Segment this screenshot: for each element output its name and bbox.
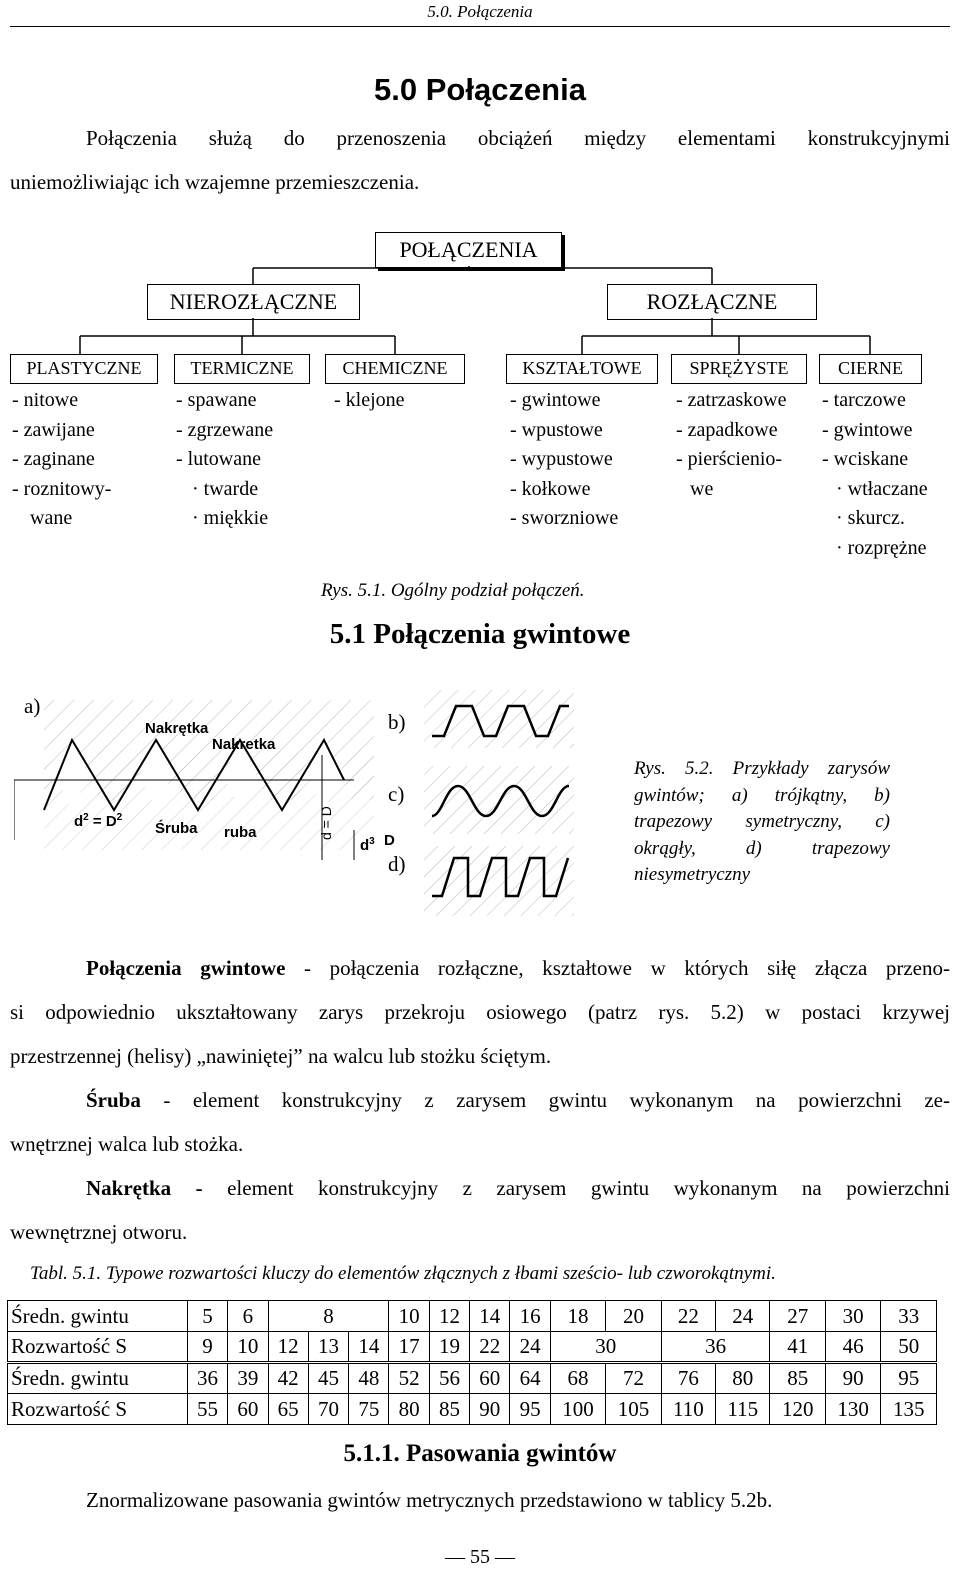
figure-caption-5-1: Rys. 5.1. Ogólny podział połączeń. bbox=[321, 580, 585, 601]
table-cell: 85 bbox=[429, 1394, 469, 1425]
table-cell: 27 bbox=[770, 1301, 825, 1332]
list-item: - kołkowe bbox=[510, 477, 591, 500]
d-subscript: 2 bbox=[83, 812, 89, 823]
def-sruba-line1 bbox=[86, 1088, 950, 1112]
def-text: - element konstrukcyjny z zarysem gwintu wykonanym na powierzchni ze- bbox=[140, 1088, 950, 1112]
label-sruba-2: ruba bbox=[224, 824, 257, 841]
table-cell: 90 bbox=[470, 1394, 510, 1425]
subsubsection-text: Znormalizowane pasowania gwintów metrycznych przedstawiono w tablicy 5.2b. bbox=[86, 1488, 773, 1512]
node-nierozlaczne: NIEROZŁĄCZNE bbox=[147, 284, 360, 320]
list-item: · wtłaczane bbox=[836, 477, 928, 500]
list-item: we bbox=[690, 477, 714, 500]
table-cell: 9 bbox=[187, 1332, 227, 1363]
list-item: - zgrzewane bbox=[176, 418, 274, 441]
list-item: - lutowane bbox=[176, 448, 261, 470]
table-cell: 120 bbox=[770, 1394, 825, 1425]
list-item: - tarczowe bbox=[822, 389, 906, 411]
table-cell: 12 bbox=[429, 1301, 469, 1332]
list-item: - klejone bbox=[334, 389, 405, 411]
table-row bbox=[8, 1394, 937, 1425]
figure-caption-5-2: Rys. 5.2. Przykłady zarysów gwintów; a) trójkątny, b) trapezowy symetryczny, c) okrągły, d) trapezowy niesymetryczny bbox=[634, 758, 890, 885]
table-cell: 48 bbox=[349, 1363, 389, 1394]
category-chemiczne: CHEMICZNE bbox=[325, 354, 465, 384]
table-cell: 10 bbox=[228, 1332, 268, 1363]
list-termiczne bbox=[176, 386, 273, 534]
label-d: d) bbox=[388, 852, 406, 876]
label-d3 bbox=[360, 836, 375, 854]
list-item: - zapadkowe bbox=[676, 418, 778, 441]
table-cell: 36 bbox=[187, 1363, 227, 1394]
category-sprezyste: SPRĘŻYSTE bbox=[671, 354, 807, 384]
label-a: a) bbox=[24, 694, 41, 718]
table-cell: 30 bbox=[825, 1301, 880, 1332]
table-cell: 36 bbox=[661, 1332, 770, 1363]
list-ksztaltowe bbox=[510, 386, 618, 534]
d3-subscript: 3 bbox=[369, 836, 375, 847]
row-label: Rozwartość S bbox=[8, 1332, 188, 1363]
term-nakretka: Nakrętka - bbox=[86, 1176, 203, 1200]
section-title: 5.0 Połączenia bbox=[374, 72, 586, 107]
label-b: b) bbox=[388, 710, 406, 734]
table-cell: 115 bbox=[716, 1394, 770, 1425]
table-cell: 39 bbox=[228, 1363, 268, 1394]
table-cell: 85 bbox=[770, 1363, 825, 1394]
table-cell: 17 bbox=[389, 1332, 429, 1363]
list-item: · miękkie bbox=[192, 507, 269, 529]
header-rule bbox=[10, 26, 950, 27]
running-header: 5.0. Połączenia bbox=[427, 2, 533, 21]
list-item: - pierścienio- bbox=[676, 448, 783, 470]
list-item: - zaginane bbox=[12, 448, 95, 470]
table-cell: 75 bbox=[349, 1394, 389, 1425]
row-label: Rozwartość S bbox=[8, 1394, 188, 1425]
list-item: · skurcz. bbox=[836, 507, 905, 529]
table-cell: 100 bbox=[550, 1394, 605, 1425]
subsection-title: 5.1 Połączenia gwintowe bbox=[329, 618, 631, 650]
list-item: - nitowe bbox=[12, 389, 79, 411]
table-cell: 72 bbox=[606, 1363, 661, 1394]
label-nakretka-2: Nakretka bbox=[212, 736, 276, 753]
def-text: element konstrukcyjny z zarysem gwintu wykonanym na powierzchni bbox=[202, 1176, 951, 1200]
row-label: Średn. gwintu bbox=[8, 1363, 188, 1394]
table-cell: 80 bbox=[389, 1394, 429, 1425]
table-cell: 46 bbox=[825, 1332, 880, 1363]
table-cell: 5 bbox=[187, 1301, 227, 1332]
list-item: - spawane bbox=[176, 389, 257, 411]
list-item: · twarde bbox=[192, 477, 259, 500]
table-cell: 64 bbox=[510, 1363, 550, 1394]
row-label: Średn. gwintu bbox=[8, 1301, 188, 1332]
list-item: - zawijane bbox=[12, 418, 95, 441]
table-cell: 65 bbox=[268, 1394, 308, 1425]
table-cell: 20 bbox=[606, 1301, 661, 1332]
table-cell: 95 bbox=[881, 1363, 937, 1394]
table-cell: 42 bbox=[268, 1363, 308, 1394]
table-cell: 70 bbox=[308, 1394, 348, 1425]
table-cell: 55 bbox=[187, 1394, 227, 1425]
table-caption: Tabl. 5.1. Typowe rozwartości kluczy do elementów złącznych z łbami sześcio- lub czworokątnymi. bbox=[30, 1263, 776, 1284]
table-cell: 12 bbox=[268, 1332, 308, 1363]
node-rozlaczne: ROZŁĄCZNE bbox=[607, 284, 817, 320]
table-cell: 60 bbox=[228, 1394, 268, 1425]
label-d2-eq-D2 bbox=[74, 812, 122, 830]
category-termiczne: TERMICZNE bbox=[174, 354, 310, 384]
page-number: — 55 — bbox=[445, 1546, 515, 1568]
d3-symbol: d bbox=[360, 837, 370, 854]
category-cierne: CIERNE bbox=[819, 354, 922, 384]
list-item: - gwintowe bbox=[510, 389, 601, 411]
table-cell: 56 bbox=[429, 1363, 469, 1394]
list-item: - wpustowe bbox=[510, 418, 603, 441]
list-item: - wypustowe bbox=[510, 448, 613, 470]
def-nakretka-line2: wewnętrznej otworu. bbox=[10, 1220, 188, 1244]
label-nakretka-1: Nakrętka bbox=[145, 720, 209, 737]
def-nakretka-line1 bbox=[86, 1176, 950, 1200]
label-c: c) bbox=[388, 782, 405, 806]
table-cell: 22 bbox=[661, 1301, 715, 1332]
label-d-eq-D: d = D bbox=[318, 806, 334, 840]
intro-line-1: Połączenia służą do przenoszenia obciążeń między elementami konstrukcyjnymi bbox=[86, 126, 950, 150]
wrench-size-table bbox=[7, 1300, 937, 1425]
table-cell: 24 bbox=[510, 1332, 550, 1363]
def-sruba-line2: wnętrznej walca lub stożka. bbox=[10, 1132, 244, 1156]
table-cell: 130 bbox=[825, 1394, 880, 1425]
table-cell: 41 bbox=[770, 1332, 825, 1363]
table-cell: 18 bbox=[550, 1301, 605, 1332]
table-cell: 14 bbox=[470, 1301, 510, 1332]
table-cell: 80 bbox=[716, 1363, 770, 1394]
D-symbol: = D bbox=[92, 813, 117, 830]
list-item: - sworzniowe bbox=[510, 507, 619, 529]
def-polaczenia-line1 bbox=[86, 956, 950, 980]
root-node: POŁĄCZENIA bbox=[375, 232, 562, 268]
list-item: - gwintowe bbox=[822, 418, 913, 441]
list-chemiczne bbox=[334, 386, 405, 416]
table-cell: 60 bbox=[470, 1363, 510, 1394]
thread-profiles-bcd bbox=[424, 690, 574, 920]
table-cell: 110 bbox=[661, 1394, 715, 1425]
table-cell: 50 bbox=[881, 1332, 937, 1363]
table-cell: 135 bbox=[881, 1394, 937, 1425]
table-cell: 24 bbox=[716, 1301, 770, 1332]
table-cell: 52 bbox=[389, 1363, 429, 1394]
table-cell: 90 bbox=[825, 1363, 880, 1394]
table-cell: 68 bbox=[550, 1363, 605, 1394]
table-cell: 105 bbox=[606, 1394, 661, 1425]
table-row bbox=[8, 1301, 937, 1332]
table-cell: 8 bbox=[268, 1301, 389, 1332]
table-cell: 19 bbox=[429, 1332, 469, 1363]
table-cell: 13 bbox=[308, 1332, 348, 1363]
def-polaczenia-line3: przestrzennej (helisy) „nawiniętej” na walcu lub stożku ściętym. bbox=[10, 1044, 552, 1068]
table-cell: 6 bbox=[228, 1301, 268, 1332]
def-polaczenia-line2: si odpowiednio ukształtowany zarys przekroju osiowego (patrz rys. 5.2) w postaci krzywej bbox=[10, 1000, 950, 1024]
intro-line-2: uniemożliwiając ich wzajemne przemieszczenia. bbox=[10, 170, 420, 194]
table-cell: 76 bbox=[661, 1363, 715, 1394]
def-text: - połączenia rozłączne, kształtowe w których siłę złącza przeno- bbox=[285, 956, 951, 980]
table-cell: 30 bbox=[550, 1332, 661, 1363]
table-cell: 95 bbox=[510, 1394, 550, 1425]
list-sprezyste bbox=[676, 386, 787, 504]
subsubsection-title: 5.1.1. Pasowania gwintów bbox=[343, 1440, 617, 1467]
list-item: - roznitowy- bbox=[12, 477, 112, 500]
term-sruba: Śruba bbox=[86, 1088, 141, 1112]
label-sruba-1: Śruba bbox=[155, 820, 198, 837]
d-symbol: d bbox=[74, 813, 84, 830]
term-polaczenia-gwintowe: Połączenia gwintowe bbox=[86, 956, 286, 980]
table-cell: 45 bbox=[308, 1363, 348, 1394]
table-row bbox=[8, 1332, 937, 1363]
table-cell: 33 bbox=[881, 1301, 937, 1332]
table-cell: 10 bbox=[389, 1301, 429, 1332]
list-item: wane bbox=[30, 507, 73, 529]
list-item: - zatrzaskowe bbox=[676, 389, 787, 411]
table-cell: 16 bbox=[510, 1301, 550, 1332]
list-cierne bbox=[822, 386, 928, 563]
category-plastyczne: PLASTYCZNE bbox=[10, 354, 158, 384]
list-plastyczne bbox=[12, 386, 111, 534]
table-row bbox=[8, 1363, 937, 1394]
category-ksztaltowe: KSZTAŁTOWE bbox=[506, 354, 658, 384]
list-item: · rozprężne bbox=[836, 536, 927, 559]
table-cell: 22 bbox=[470, 1332, 510, 1363]
label-D1: D bbox=[384, 832, 395, 849]
D-subscript: 2 bbox=[116, 812, 123, 823]
list-item: - wciskane bbox=[822, 448, 909, 470]
table-cell: 14 bbox=[349, 1332, 389, 1363]
